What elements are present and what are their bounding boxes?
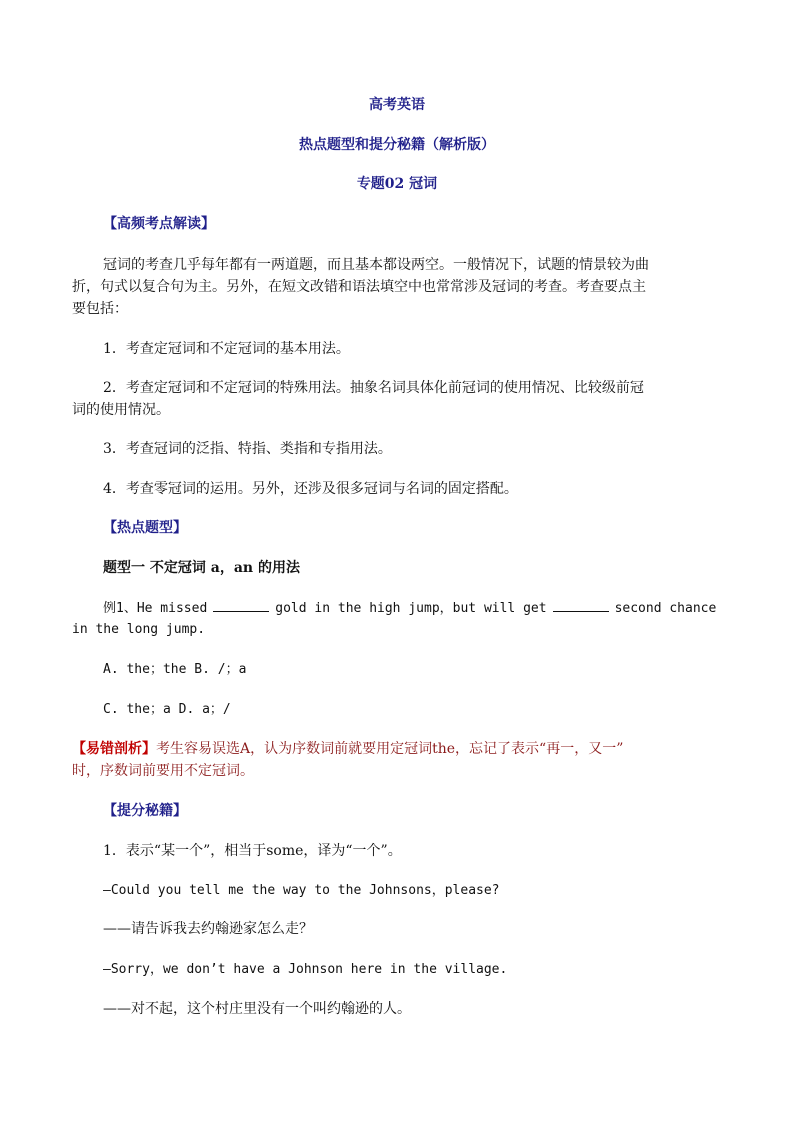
options-a-b: A. the；the B. /；a: [103, 662, 247, 677]
point-3: 3．考查冠词的泛指、特指、类指和专指用法。: [103, 441, 392, 457]
point-2-line-2: 词的使用情况。: [72, 402, 170, 418]
dialog-1-english: —Could you tell me the way to the Johnsons，please?: [103, 883, 500, 898]
intro-line-1: 冠词的考查几乎每年都有一两道题，而且基本都设两空。一般情况下，试题的情景较为曲: [103, 257, 649, 273]
example-1-line-2: in the long jump.: [72, 622, 206, 637]
section-heading-interpretation: 【高频考点解读】: [103, 216, 215, 232]
error-analysis-line-1: [72, 739, 623, 760]
example-prefix: 例1、He missed: [103, 601, 208, 616]
document-title: 高考英语: [369, 97, 425, 113]
dialog-2-english: —Sorry，we don’t have a Johnson here in the village.: [103, 962, 508, 977]
point-4: 4．考查零冠词的运用。另外，还涉及很多冠词与名词的固定搭配。: [103, 481, 518, 497]
section-heading-tips: 【提分秘籍】: [103, 803, 187, 819]
dialog-2-chinese: ——对不起，这个村庄里没有一个叫约翰逊的人。: [103, 1001, 411, 1017]
point-1: 1．考查定冠词和不定冠词的基本用法。: [103, 341, 350, 357]
options-c-d: C. the；a D. a；/: [103, 702, 231, 717]
section-heading-hot: 【热点题型】: [103, 520, 187, 536]
intro-line-3: 要包括：: [72, 301, 128, 317]
topic-title: 专题02 冠词: [356, 176, 438, 192]
error-analysis-tag: 【易错剖析】: [72, 741, 156, 757]
error-analysis-text: 考生容易误选A，认为序数词前就要用定冠词the，忘记了表示“再一，又一”: [156, 741, 624, 757]
answer-blank-2: [553, 598, 609, 612]
example-1-line-1: [103, 598, 716, 619]
document-subtitle: 热点题型和提分秘籍（解析版）: [299, 137, 495, 153]
question-type-1: 题型一 不定冠词 a，an 的用法: [103, 560, 300, 576]
example-suffix: second chance: [614, 601, 717, 616]
example-mid: gold in the high jump，but will get: [275, 601, 547, 616]
error-analysis-line-2: 时，序数词前要用不定冠词。: [72, 763, 254, 779]
answer-blank-1: [213, 598, 269, 612]
intro-line-2: 折，句式以复合句为主。另外，在短文改错和语法填空中也常常涉及冠词的考查。考查要点主: [72, 279, 646, 295]
dialog-1-chinese: ——请告诉我去约翰逊家怎么走？: [103, 921, 313, 937]
point-2-line-1: 2．考查定冠词和不定冠词的特殊用法。抽象名词具体化前冠词的使用情况、比较级前冠: [103, 380, 644, 396]
tip-1: 1．表示“某一个”，相当于some，译为“一个”。: [103, 843, 402, 859]
